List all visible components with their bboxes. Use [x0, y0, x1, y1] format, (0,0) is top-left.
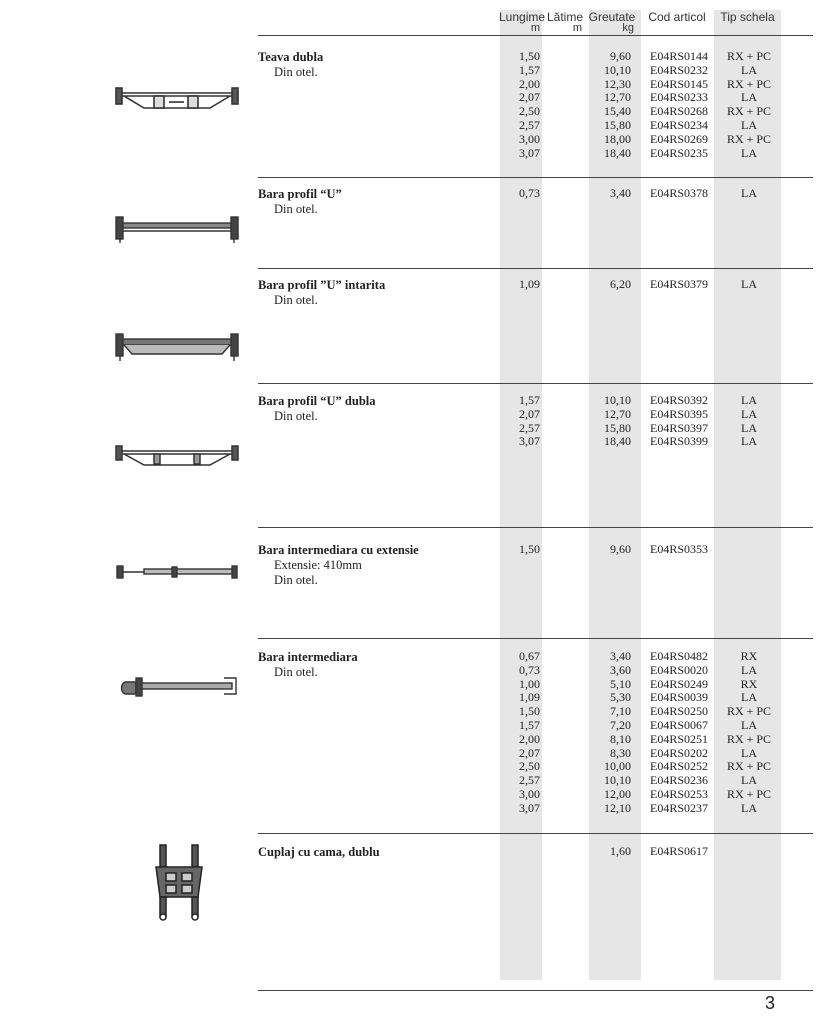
weight-cell: 5,10 — [610, 676, 631, 691]
header-tip — [714, 12, 781, 23]
header-cod-label: Cod articol — [648, 10, 706, 24]
weight-cell: 5,30 — [610, 690, 631, 705]
product-description: Din otel. — [274, 573, 318, 587]
weight-cell: 3,60 — [610, 662, 631, 677]
type-cell: RX + PC — [726, 704, 772, 719]
weight-cell: 10,10 — [604, 62, 631, 77]
product-description: Din otel. — [274, 409, 318, 423]
code-cell: E04RS0252 — [650, 759, 709, 774]
length-cell: 2,57 — [519, 117, 540, 132]
code-cell: E04RS0202 — [650, 745, 709, 760]
weight-cell: 8,10 — [610, 731, 631, 746]
code-cell: E04RS0353 — [650, 542, 709, 556]
length-cell: 0,67 — [519, 649, 540, 663]
page-number: 3 — [765, 993, 776, 1013]
type-cell: RX — [740, 676, 758, 691]
type-cell: LA — [741, 277, 757, 291]
table-rule — [258, 177, 813, 178]
type-cell: LA — [741, 145, 757, 160]
code-cell: E04RS0617 — [650, 844, 709, 858]
length-cell: 3,00 — [519, 786, 540, 801]
weight-cell: 12,10 — [604, 800, 631, 815]
length-cell: 2,50 — [519, 759, 540, 774]
code-cell: E04RS0392 — [650, 393, 709, 407]
type-cell: RX + PC — [726, 786, 772, 801]
length-cell: 1,09 — [519, 690, 540, 705]
weight-cell: 8,30 — [610, 745, 631, 760]
weight-cell: 9,60 — [610, 542, 631, 556]
weight-cell: 1,60 — [610, 844, 631, 858]
product-description: Din otel. — [274, 293, 318, 307]
length-cell: 3,00 — [519, 131, 540, 146]
code-cell: E04RS0144 — [650, 49, 709, 63]
length-cell: 1,00 — [519, 676, 540, 691]
type-cell: RX — [740, 649, 758, 663]
table-rule — [258, 638, 813, 639]
product-lengths-column — [516, 543, 540, 557]
code-cell: E04RS0378 — [650, 186, 709, 200]
product-weights-column — [601, 278, 631, 292]
product-title: Bara intermediara cu extensie — [258, 543, 419, 557]
product-lengths-column — [516, 278, 540, 292]
product-lengths-column — [516, 650, 540, 816]
product-types-column — [717, 187, 781, 201]
product-types-column — [717, 50, 781, 160]
type-cell: LA — [741, 393, 757, 407]
type-cell: LA — [741, 434, 757, 449]
length-cell: 1,09 — [519, 277, 540, 291]
type-cell: LA — [741, 717, 757, 732]
code-cell: E04RS0234 — [650, 117, 709, 132]
header-lungime — [499, 10, 546, 34]
product-title: Bara profil “U” — [258, 187, 342, 201]
double-cam-coupler-icon — [152, 843, 206, 921]
length-cell: 3,07 — [519, 434, 540, 449]
code-cell: E04RS0237 — [650, 800, 709, 815]
table-rule — [258, 833, 813, 834]
weight-cell: 10,10 — [604, 773, 631, 788]
code-cell: E04RS0268 — [650, 104, 709, 119]
type-cell: LA — [741, 800, 757, 815]
header-lungime-unit: m — [530, 22, 540, 34]
code-cell: E04RS0020 — [650, 662, 709, 677]
product-description: Din otel. — [274, 65, 318, 79]
weight-cell: 6,20 — [610, 277, 631, 291]
double-tube-ledger-icon — [114, 82, 240, 116]
product-lengths-column — [516, 50, 540, 160]
weight-cell: 12,00 — [604, 786, 631, 801]
u-profile-ledger-icon — [114, 212, 240, 244]
length-cell: 1,50 — [519, 704, 540, 719]
product-weights-column — [601, 650, 631, 816]
weight-cell: 7,10 — [610, 704, 631, 719]
code-cell: E04RS0395 — [650, 406, 709, 421]
type-cell: LA — [741, 186, 757, 200]
code-cell: E04RS0039 — [650, 690, 709, 705]
length-cell: 2,50 — [519, 104, 540, 119]
code-cell: E04RS0379 — [650, 277, 709, 291]
product-weights-column — [601, 845, 631, 859]
length-cell: 1,57 — [519, 393, 540, 407]
header-latime-label: Lătime — [546, 10, 584, 24]
code-cell: E04RS0253 — [650, 786, 709, 801]
type-cell: RX + PC — [726, 104, 772, 119]
product-title: Bara profil ”U” intarita — [258, 278, 386, 292]
table-rule — [258, 383, 813, 384]
weight-cell: 15,40 — [604, 104, 631, 119]
product-codes-column — [650, 650, 710, 816]
code-cell: E04RS0250 — [650, 704, 709, 719]
product-title: Cuplaj cu cama, dublu — [258, 845, 380, 859]
code-cell: E04RS0236 — [650, 773, 709, 788]
product-title: Teava dubla — [258, 50, 324, 64]
code-cell: E04RS0067 — [650, 717, 709, 732]
length-cell: 2,57 — [519, 420, 540, 435]
length-cell: 1,50 — [519, 49, 540, 63]
product-codes-column — [650, 394, 710, 449]
code-cell: E04RS0269 — [650, 131, 709, 146]
product-lengths-column — [516, 394, 540, 449]
length-cell: 1,57 — [519, 62, 540, 77]
weight-cell: 18,40 — [604, 434, 631, 449]
table-rule — [258, 990, 813, 991]
table-rule — [258, 268, 813, 269]
product-weights-column — [601, 50, 631, 160]
length-cell: 2,07 — [519, 90, 540, 105]
extension-ledger-icon — [114, 562, 240, 582]
length-cell: 2,00 — [519, 731, 540, 746]
product-codes-column — [650, 845, 710, 859]
product-types-column — [717, 650, 781, 816]
type-cell: RX + PC — [726, 759, 772, 774]
type-cell: LA — [741, 406, 757, 421]
product-codes-column — [650, 543, 710, 557]
type-cell: LA — [741, 745, 757, 760]
product-description: Din otel. — [274, 665, 318, 679]
code-cell: E04RS0233 — [650, 90, 709, 105]
code-cell: E04RS0482 — [650, 649, 709, 663]
intermediate-ledger-icon — [114, 672, 240, 702]
header-greutate-unit: kg — [622, 22, 634, 34]
weight-cell: 18,00 — [604, 131, 631, 146]
double-u-profile-ledger-icon — [114, 441, 240, 471]
product-codes-column — [650, 278, 710, 292]
length-cell: 0,73 — [519, 186, 540, 200]
weight-cell: 15,80 — [604, 420, 631, 435]
product-title: Bara profil “U” dubla — [258, 394, 376, 408]
length-cell: 2,07 — [519, 745, 540, 760]
reinforced-u-profile-ledger-icon — [114, 330, 240, 362]
type-cell: LA — [741, 90, 757, 105]
weight-cell: 7,20 — [610, 717, 631, 732]
product-description: Din otel. — [274, 202, 318, 216]
type-cell: RX + PC — [726, 131, 772, 146]
product-lengths-column — [516, 187, 540, 201]
weight-cell: 3,40 — [610, 649, 631, 663]
length-cell: 1,57 — [519, 717, 540, 732]
type-cell: RX + PC — [726, 76, 772, 91]
code-cell: E04RS0249 — [650, 676, 709, 691]
header-greutate-label: Greutate — [588, 10, 636, 24]
header-cod — [643, 12, 711, 23]
code-cell: E04RS0232 — [650, 62, 709, 77]
type-cell: RX + PC — [726, 49, 772, 63]
length-cell: 1,50 — [519, 542, 540, 556]
product-weights-column — [601, 394, 631, 449]
weight-cell: 12,70 — [604, 90, 631, 105]
header-greutate — [587, 12, 637, 34]
code-cell: E04RS0251 — [650, 731, 709, 746]
weight-cell: 12,30 — [604, 76, 631, 91]
table-rule — [258, 35, 813, 36]
length-cell: 2,57 — [519, 773, 540, 788]
code-cell: E04RS0397 — [650, 420, 709, 435]
type-cell: LA — [741, 690, 757, 705]
table-rule — [258, 527, 813, 528]
product-description: Extensie: 410mm — [274, 558, 362, 572]
length-cell: 3,07 — [519, 145, 540, 160]
weight-cell: 9,60 — [610, 49, 631, 63]
code-cell: E04RS0235 — [650, 145, 709, 160]
product-types-column — [717, 278, 781, 292]
code-cell: E04RS0399 — [650, 434, 709, 449]
type-cell: LA — [741, 773, 757, 788]
type-cell: LA — [741, 662, 757, 677]
length-cell: 3,07 — [519, 800, 540, 815]
header-latime-unit: m — [572, 22, 582, 34]
product-codes-column — [650, 187, 710, 201]
length-cell: 0,73 — [519, 662, 540, 677]
header-tip-label: Tip schela — [720, 10, 775, 24]
product-title: Bara intermediara — [258, 650, 358, 664]
weight-cell: 15,80 — [604, 117, 631, 132]
weight-cell: 10,00 — [604, 759, 631, 774]
weight-cell: 3,40 — [610, 186, 631, 200]
header-lungime-label: Lungime — [499, 10, 546, 24]
length-cell: 2,00 — [519, 76, 540, 91]
product-codes-column — [650, 50, 710, 160]
length-cell: 2,07 — [519, 406, 540, 421]
type-cell: LA — [741, 117, 757, 132]
weight-cell: 18,40 — [604, 145, 631, 160]
type-cell: LA — [741, 420, 757, 435]
header-latime — [544, 12, 586, 34]
type-cell: RX + PC — [726, 731, 772, 746]
code-cell: E04RS0145 — [650, 76, 709, 91]
product-types-column — [717, 394, 781, 449]
weight-cell: 10,10 — [604, 393, 631, 407]
weight-cell: 12,70 — [604, 406, 631, 421]
product-weights-column — [601, 543, 631, 557]
type-cell: LA — [741, 62, 757, 77]
product-weights-column — [601, 187, 631, 201]
